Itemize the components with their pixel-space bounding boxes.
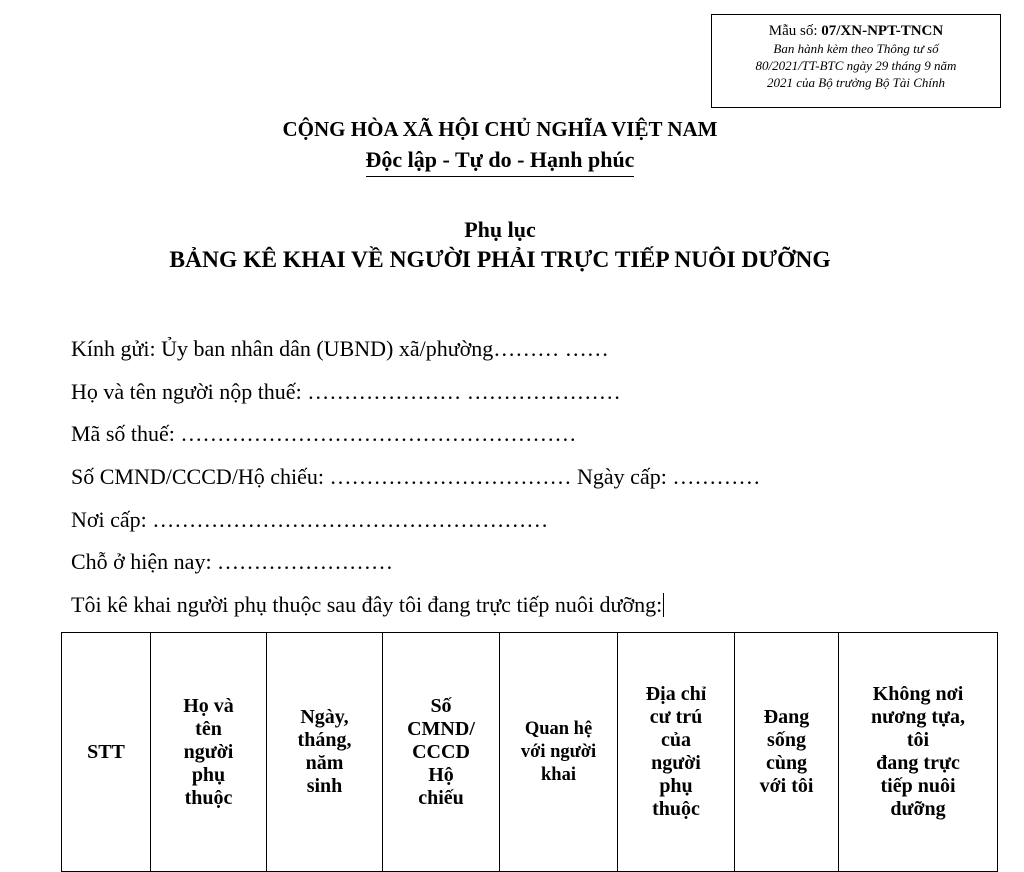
form-code-line [712, 23, 1000, 40]
motto-text: Độc lập - Tự do - Hạnh phúc [366, 147, 635, 177]
motto-heading [0, 147, 1000, 177]
header-living-with: Đang sống cùng với tôi [735, 633, 839, 872]
nation-heading: CỘNG HÒA XÃ HỘI CHỦ NGHĨA VIỆT NAM [282, 117, 718, 141]
header-relationship: Quan hệ với người khai [500, 633, 618, 872]
header-id-number: Số CMND/ CCCD Hộ chiếu [383, 633, 500, 872]
form-issued-line-3: 2021 của Bộ trưởng Bộ Tài Chính [767, 75, 945, 90]
id-number-line[interactable]: Số CMND/CCCD/Hộ chiếu: …………………………… Ngày cấp: ………… [71, 464, 761, 489]
header-no-support: Không nơi nương tựa, tôi đang trực tiếp nuôi dưỡng [839, 633, 998, 872]
declaration-text: Tôi kê khai người phụ thuộc sau đây tôi đang trực tiếp nuôi dưỡng: [71, 592, 663, 617]
taxpayer-name-line[interactable]: Họ và tên người nộp thuế: ………………… ………………… [71, 379, 621, 404]
header-stt: STT [62, 633, 151, 872]
form-issued-line-1: Ban hành kèm theo Thông tư số [773, 41, 939, 56]
form-code-box [711, 14, 1001, 108]
header-dependent-name: Họ và tên người phụ thuộc [151, 633, 267, 872]
text-cursor [663, 593, 664, 617]
appendix-label: Phụ lục [464, 217, 536, 242]
form-code-prefix: Mẫu số: [768, 23, 822, 39]
header-residence-address: Địa chỉ cư trú của người phụ thuộc [618, 633, 735, 872]
declaration-line[interactable] [71, 592, 664, 618]
form-code: 07/XN-NPT-TNCN [821, 23, 944, 39]
issue-place-line[interactable]: Nơi cấp: ……………………………………………… [71, 507, 549, 532]
header-birth-date: Ngày, tháng, năm sinh [267, 633, 383, 872]
current-address-line[interactable]: Chỗ ở hiện nay: …………………… [71, 549, 394, 574]
recipient-line[interactable]: Kính gửi: Ủy ban nhân dân (UBND) xã/phường……… …… [71, 336, 609, 361]
dependents-table [61, 632, 998, 872]
form-issued-line-2: 80/2021/TT-BTC ngày 29 tháng 9 năm [755, 58, 957, 73]
document-title: BẢNG KÊ KHAI VỀ NGƯỜI PHẢI TRỰC TIẾP NUÔI DƯỠNG [169, 247, 831, 273]
tax-code-line[interactable]: Mã số thuế: ……………………………………………… [71, 421, 577, 446]
table-header-row [62, 633, 998, 872]
